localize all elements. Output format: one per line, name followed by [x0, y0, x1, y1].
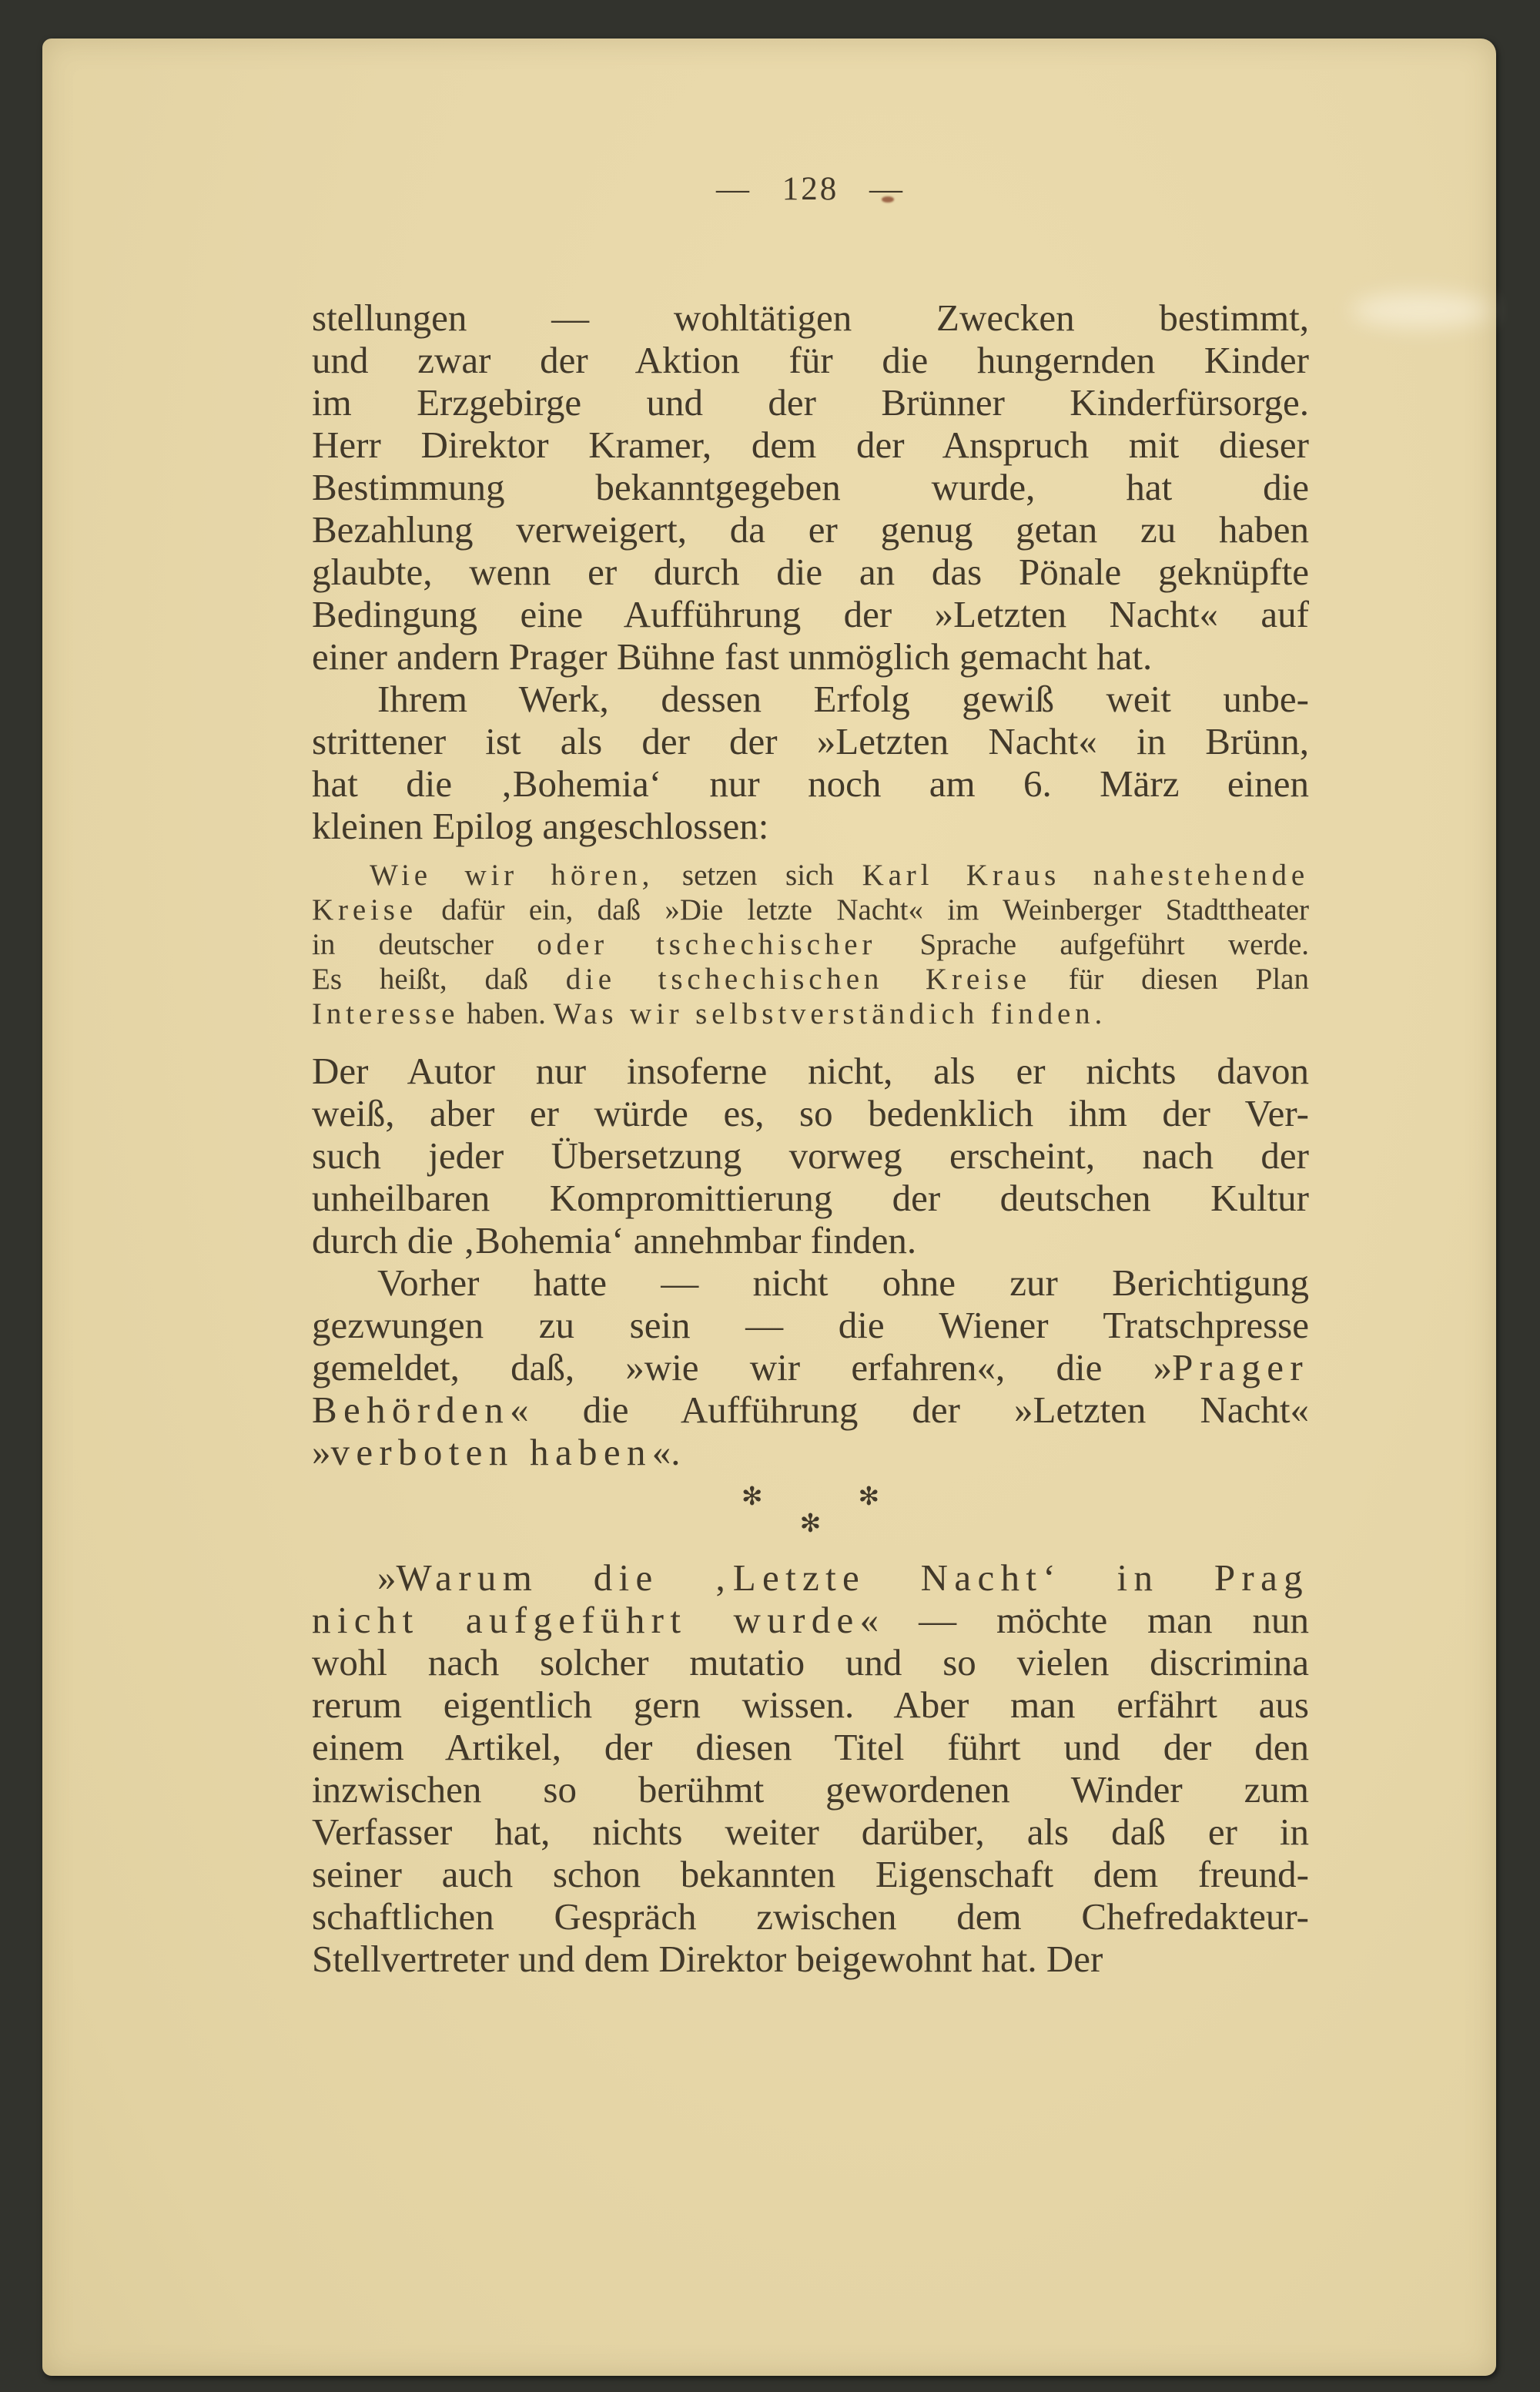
text-run: Stellvertreter und dem Direktor beigewohnt hat. Der: [312, 1938, 1103, 1980]
asterisk-icon: ✻: [858, 1481, 880, 1511]
text-run: wohl nach solcher mutatio und so vielen discrimina: [312, 1641, 1309, 1683]
text-line: [312, 339, 1309, 381]
text-run: »: [312, 1431, 331, 1473]
text-line: [312, 1261, 1309, 1304]
text-run: haben.: [459, 997, 554, 1030]
letterspaced-text: oder tschechischer: [537, 928, 877, 961]
text-line: [312, 805, 1309, 847]
text-run: setzen sich: [654, 859, 862, 892]
asterism-row: [312, 1508, 1309, 1539]
text-line: [312, 858, 1309, 893]
book-page: [42, 39, 1496, 2376]
letterspaced-text: Wie wir hören,: [370, 859, 654, 892]
text-run: dafür ein, daß »Die letzte Nacht« im Weinberger Stadttheater: [417, 893, 1309, 926]
paper-stain: [1351, 293, 1490, 328]
letterspaced-text: Interesse: [312, 997, 460, 1030]
text-run: Verfasser hat, nichts weiter darüber, als daß er in: [312, 1811, 1309, 1853]
text-run: stellungen — wohltätigen Zwecken bestimmt,: [312, 296, 1309, 339]
text-line: [312, 424, 1309, 466]
text-line: [312, 762, 1309, 805]
text-line: [312, 1641, 1309, 1683]
text-column: [312, 296, 1309, 1980]
text-line: [312, 1431, 1309, 1473]
paragraph-3: [312, 1050, 1309, 1261]
text-line: [312, 1389, 1309, 1431]
text-line: [312, 720, 1309, 762]
text-line: [312, 1853, 1309, 1895]
text-run: « — möchte man nun: [859, 1599, 1309, 1641]
letterspaced-text: Was wir selbstverständich finden.: [553, 997, 1107, 1030]
letterspaced-text: verboten haben: [330, 1431, 652, 1473]
text-run: einem Artikel, der diesen Titel führt und der den: [312, 1726, 1309, 1768]
text-line: [312, 927, 1309, 962]
text-run: Der Autor nur insoferne nicht, als er nichts davon: [312, 1050, 1309, 1092]
text-run: Bestimmung bekanntgegeben wurde, hat die: [312, 466, 1309, 508]
text-line: [312, 1811, 1309, 1853]
text-run: Bedingung eine Aufführung der »Letzten Nacht« auf: [312, 593, 1309, 635]
text-line: [312, 296, 1309, 339]
text-line: [312, 1938, 1309, 1980]
text-line: [312, 1599, 1309, 1641]
paragraph-2: [312, 678, 1309, 847]
text-line: [312, 1219, 1309, 1261]
paragraph-5: [312, 1556, 1309, 1980]
text-line: [312, 1768, 1309, 1811]
paragraph-4: [312, 1261, 1309, 1473]
text-line: [312, 1726, 1309, 1768]
text-run: Es heißt, daß: [312, 963, 566, 996]
text-run: strittener ist als der der »Letzten Nacht« in Brünn,: [312, 720, 1309, 762]
letterspaced-text: Warum die ‚Letzte Nacht‘ in Prag: [396, 1556, 1309, 1599]
asterism-separator: [312, 1481, 1309, 1539]
text-run: kleinen Epilog angeschlossen:: [312, 805, 769, 847]
text-run: «.: [651, 1431, 681, 1473]
letterspaced-text: Karl Kraus nahestehende: [862, 859, 1309, 892]
letterspaced-text: die tschechischen Kreise: [565, 963, 1031, 996]
text-line: [312, 381, 1309, 424]
text-run: inzwischen so berühmt gewordenen Winder zum: [312, 1768, 1309, 1811]
text-line: [312, 1895, 1309, 1938]
text-run: seiner auch schon bekannten Eigenschaft dem freund-: [312, 1853, 1309, 1895]
letterspaced-text: Prager: [1172, 1346, 1309, 1389]
quote-small-print: [312, 858, 1309, 1031]
asterism-row: [312, 1481, 1309, 1512]
text-line: [312, 635, 1309, 678]
text-run: für diesen Plan: [1030, 963, 1309, 996]
text-line: [312, 508, 1309, 551]
text-line: [312, 593, 1309, 635]
text-run: durch die ‚Bohemia‘ annehmbar finden.: [312, 1219, 917, 1261]
text-run: « die Aufführung der »Letzten Nacht«: [510, 1389, 1309, 1431]
text-run: gemeldet, daß, »wie wir erfahren«, die »: [312, 1346, 1173, 1389]
text-line: [312, 1092, 1309, 1134]
text-line: [312, 997, 1309, 1031]
text-run: »: [377, 1556, 397, 1599]
text-run: in deutscher: [312, 928, 537, 961]
text-line: [312, 1683, 1309, 1726]
text-run: und zwar der Aktion für die hungernden Kinder: [312, 339, 1309, 381]
text-run: hat die ‚Bohemia‘ nur noch am 6. März einen: [312, 762, 1309, 805]
text-run: Ihrem Werk, dessen Erfolg gewiß weit unbe-: [377, 678, 1309, 720]
text-line: [312, 551, 1309, 593]
text-run: Sprache aufgeführt werde.: [876, 928, 1310, 961]
text-run: unheilbaren Kompromittierung der deutschen Kultur: [312, 1177, 1309, 1219]
text-run: gezwungen zu sein — die Wiener Tratschpresse: [312, 1304, 1309, 1346]
text-line: [312, 1556, 1309, 1599]
text-run: einer andern Prager Bühne fast unmöglich gemacht hat.: [312, 635, 1153, 678]
text-run: weiß, aber er würde es, so bedenklich ihm der Ver-: [312, 1092, 1309, 1134]
letterspaced-text: Behörden: [312, 1389, 511, 1431]
text-line: [312, 962, 1309, 997]
text-run: Herr Direktor Kramer, dem der Anspruch mit dieser: [312, 424, 1309, 466]
asterisk-icon: ✻: [741, 1481, 763, 1511]
text-line: [312, 678, 1309, 720]
text-line: [312, 1304, 1309, 1346]
text-run: im Erzgebirge und der Brünner Kinderfürsorge.: [312, 381, 1309, 424]
text-line: [312, 1050, 1309, 1092]
text-run: schaftlichen Gespräch zwischen dem Chefredakteur-: [312, 1895, 1309, 1938]
letterspaced-text: Kreise: [312, 893, 417, 926]
page-number: — 128 —: [716, 171, 905, 207]
text-run: glaubte, wenn er durch die an das Pönale geknüpfte: [312, 551, 1309, 593]
paragraph-1: [312, 296, 1309, 678]
text-run: rerum eigentlich gern wissen. Aber man erfährt aus: [312, 1683, 1309, 1726]
text-line: [312, 1134, 1309, 1177]
text-line: [312, 893, 1309, 927]
text-line: [312, 1177, 1309, 1219]
text-line: [312, 466, 1309, 508]
letterspaced-text: nicht aufgeführt wurde: [312, 1599, 860, 1641]
text-line: [312, 1346, 1309, 1389]
text-run: Vorher hatte — nicht ohne zur Berichtigung: [377, 1261, 1309, 1304]
text-run: such jeder Übersetzung vorweg erscheint, nach der: [312, 1134, 1309, 1177]
asterisk-icon: ✻: [799, 1508, 822, 1538]
text-run: Bezahlung verweigert, da er genug getan zu haben: [312, 508, 1309, 551]
